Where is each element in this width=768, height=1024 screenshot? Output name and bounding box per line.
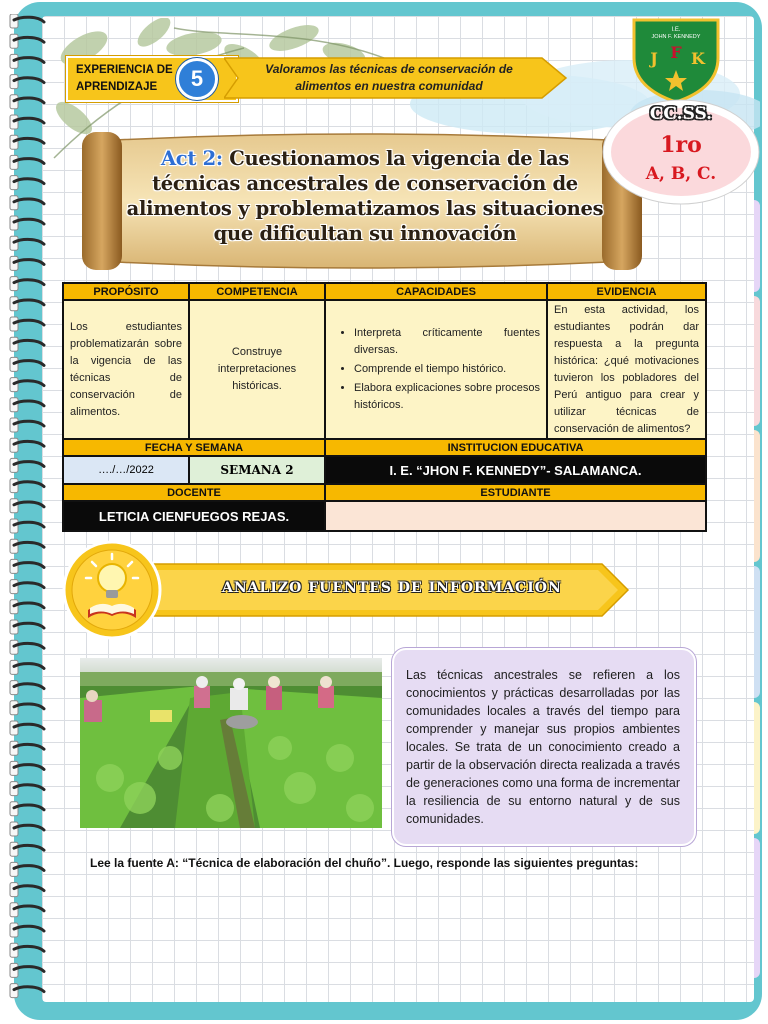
- evidence-cell: En esta actividad, los estudiantes podrán dar respuesta a la pregunta histórica: ¿qué motivaciones tuvieron los pobladores del Perú antiguo para crear y utilizar técnicas de conservación de alimentos?: [547, 300, 706, 439]
- purpose-header: PROPÓSITO: [63, 283, 189, 300]
- info-box: [392, 648, 696, 846]
- activity-info-table: [62, 282, 707, 532]
- activity-prefix: Act 2:: [160, 147, 223, 170]
- activity-title-text: Cuestionamos la vigencia de las técnicas ancestrales de conservación de alimentos y problematizamos las situaciones que dificultan su innovación: [126, 147, 604, 245]
- week-field: SEMANA 2: [189, 456, 325, 484]
- capacity-item: • Elabora explicaciones sobre procesos históricos.: [354, 380, 540, 414]
- svg-text:JOHN F. KENNEDY: JOHN F. KENNEDY: [651, 34, 701, 40]
- potato-field-photo: [80, 658, 382, 828]
- grade-subject: CC.SS.: [649, 104, 713, 124]
- experience-title: Valoramos las técnicas de conservación de alimentos en nuestra comunidad: [265, 62, 513, 93]
- info-text: Las técnicas ancestrales se refieren a los conocimientos y prácticas desarrolladas por las comunidades locales a través del tiempo para comprender y manejar sus propios ambientes locales. Se trata de un conocimiento creado a partir de la observación directa realizada a través de generaciones como una forma de incrementar la resiliencia de su entorno natural y de sus comunidades.: [406, 668, 680, 826]
- school-name: I. E. “JHON F. KENNEDY”- SALAMANCA.: [325, 456, 706, 484]
- school-header: INSTITUCION EDUCATIVA: [325, 439, 706, 456]
- svg-text:K: K: [691, 49, 705, 68]
- student-header: ESTUDIANTE: [325, 484, 706, 501]
- school-logo-shield: [628, 14, 724, 104]
- experience-label: EXPERIENCIA DE APRENDIZAJE: [76, 64, 173, 93]
- capacity-item: • Interpreta críticamente fuentes diversas.: [354, 325, 540, 359]
- capacities-list: [332, 325, 540, 414]
- grade-sections: A, B, C.: [645, 164, 717, 184]
- experience-number-badge: 5: [176, 58, 218, 100]
- competence-cell: Construye interpretaciones históricas.: [189, 300, 325, 439]
- capacities-header: CAPACIDADES: [325, 283, 547, 300]
- colored-pencils-decoration: [42, 890, 754, 1002]
- capacities-cell: [325, 300, 547, 439]
- date-week-header: FECHA Y SEMANA: [63, 439, 325, 456]
- purpose-cell: Los estudiantes problematizarán sobre la vigencia de las técnicas de conservación de alimentos.: [63, 300, 189, 439]
- grade-year: 1ro: [660, 132, 702, 158]
- instruction-text: Lee la fuente A: “Técnica de elaboración del chuño”. Luego, responde las siguientes preguntas:: [90, 856, 639, 870]
- notebook-spiral: [4, 14, 48, 1010]
- experience-title-arrow: [224, 56, 569, 100]
- svg-text:J: J: [650, 49, 658, 68]
- evidence-header: EVIDENCIA: [547, 283, 706, 300]
- svg-text:I.E.: I.E.: [671, 27, 681, 33]
- svg-text:F: F: [670, 43, 682, 62]
- section-title: ANALIZO FUENTES DE INFORMACIÓN: [222, 580, 562, 596]
- date-field[interactable]: …./…/2022: [63, 456, 189, 484]
- competence-header: COMPETENCIA: [189, 283, 325, 300]
- student-name-field[interactable]: [325, 501, 706, 531]
- teacher-name: LETICIA CIENFUEGOS REJAS.: [63, 501, 325, 531]
- teacher-header: DOCENTE: [63, 484, 325, 501]
- capacity-item: • Comprende el tiempo histórico.: [354, 361, 540, 378]
- activity-title: [118, 146, 612, 246]
